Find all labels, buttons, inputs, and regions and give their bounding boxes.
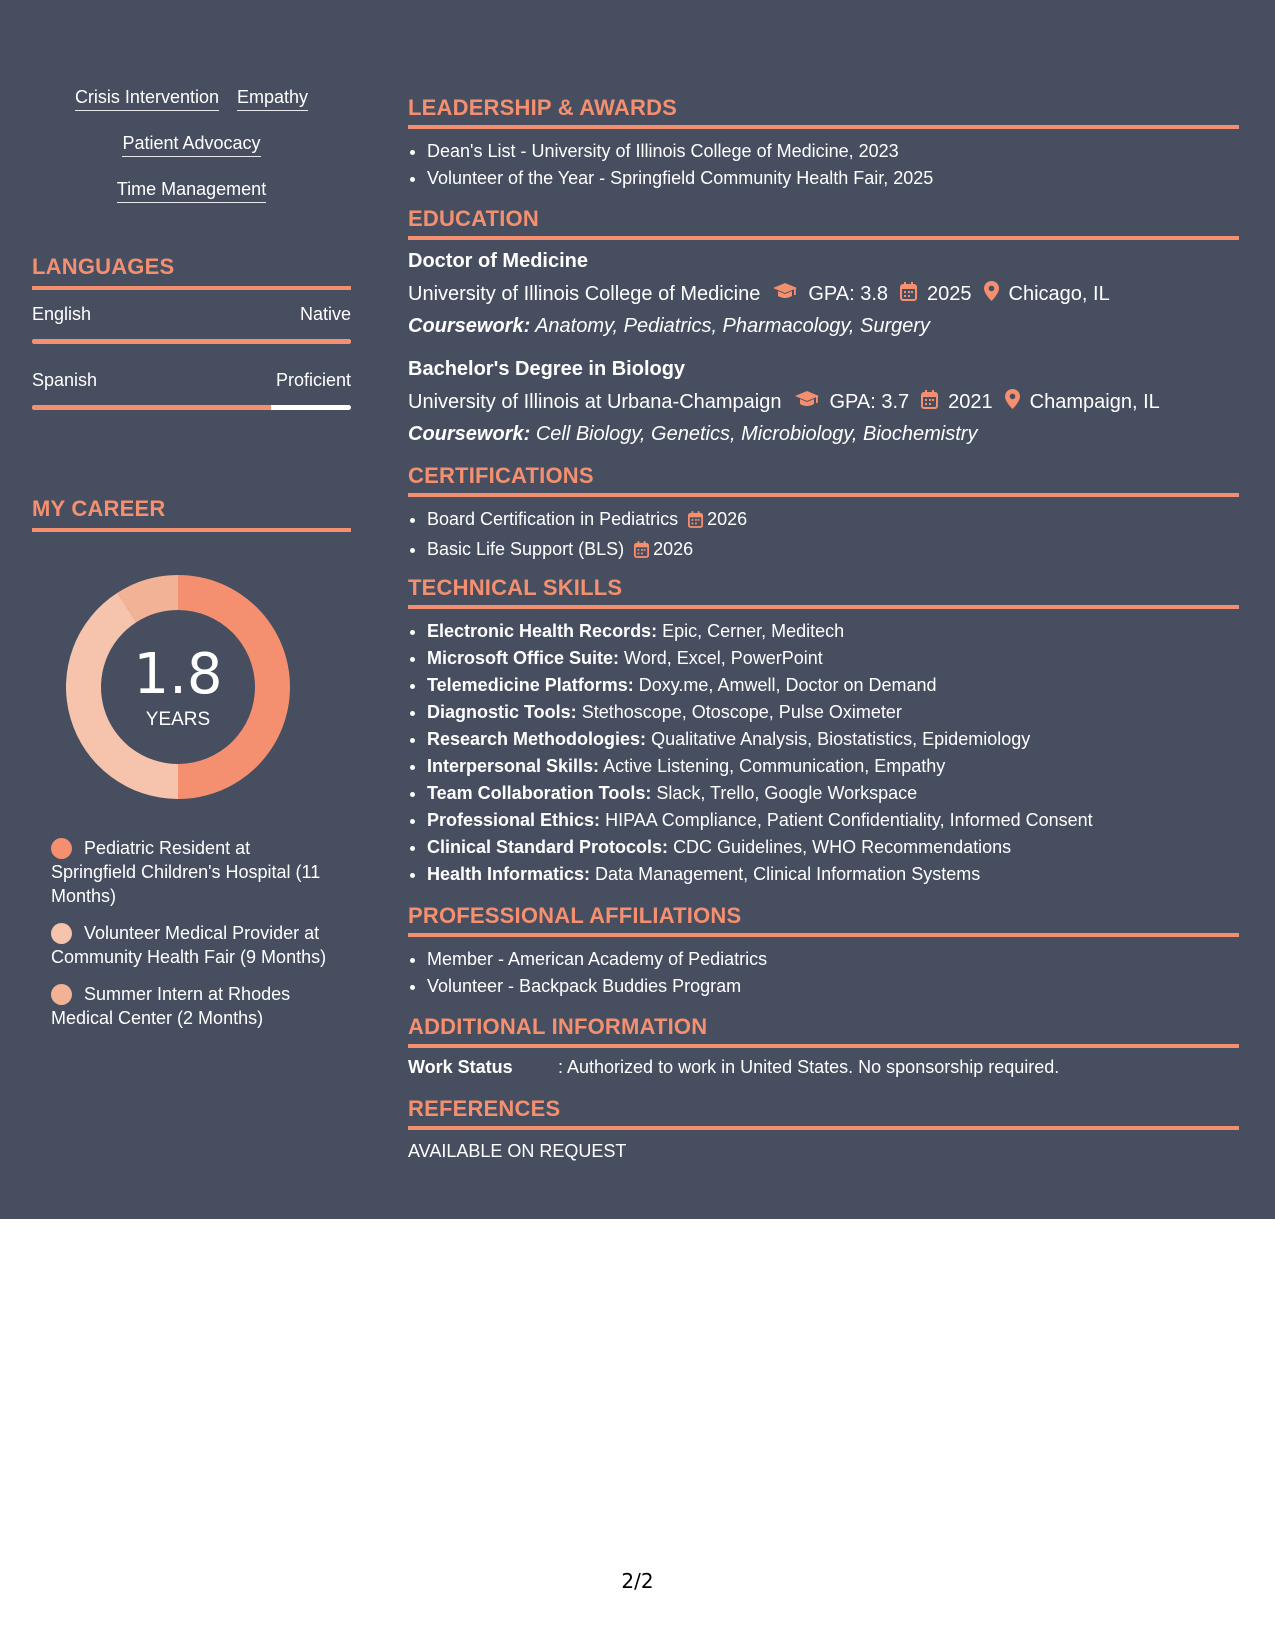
leadership-title: LEADERSHIP & AWARDS	[408, 95, 1239, 129]
leadership-section	[408, 95, 1239, 192]
references-text: AVAILABLE ON REQUEST	[408, 1141, 627, 1161]
list-item	[427, 618, 1239, 645]
skill-label: Interpersonal Skills:	[427, 756, 600, 776]
skill-tag: Empathy	[237, 86, 308, 111]
skill-value: Active Listening, Communication, Empathy	[603, 756, 946, 776]
list-item	[427, 506, 1239, 536]
graduation-cap-icon	[794, 390, 820, 414]
skill-label: Electronic Health Records:	[427, 621, 658, 641]
skill-tag: Time Management	[117, 178, 266, 203]
certification-name: Board Certification in Pediatrics	[427, 509, 679, 529]
affiliations-section	[408, 903, 1239, 1000]
school-location: Champaign, IL	[1029, 390, 1160, 413]
graduation-year: 2021	[948, 390, 993, 413]
language-bar-fill	[32, 405, 271, 410]
additional-info-section	[408, 1014, 1239, 1078]
language-level: Native	[299, 304, 351, 324]
list-item	[427, 861, 1239, 888]
calendar-icon	[688, 509, 703, 536]
career-item	[51, 836, 331, 908]
skill-row	[32, 132, 351, 157]
page-number: 2/2	[621, 1569, 654, 1593]
education-title: EDUCATION	[408, 206, 1239, 240]
language-name: English	[32, 304, 92, 324]
skill-value: Word, Excel, PowerPoint	[624, 648, 823, 668]
list-item	[427, 536, 1239, 566]
career-item-label: Volunteer Medical Provider at Community Health Fair (9 Months)	[51, 923, 327, 967]
skill-value: Slack, Trello, Google Workspace	[656, 783, 918, 803]
location-pin-icon	[1005, 389, 1020, 415]
career-total-unit: YEARS	[145, 709, 211, 730]
calendar-icon	[900, 282, 917, 307]
gpa: GPA: 3.7	[829, 390, 910, 413]
skill-tag: Patient Advocacy	[122, 132, 260, 157]
language-row	[32, 370, 351, 391]
language-bar	[32, 339, 351, 344]
school-location: Chicago, IL	[1008, 282, 1110, 305]
legend-dot-icon	[51, 838, 72, 859]
skill-value: Qualitative Analysis, Biostatistics, Epidemiology	[651, 729, 1031, 749]
skill-label: Diagnostic Tools:	[427, 702, 577, 722]
school-name: University of Illinois College of Medicine	[408, 282, 761, 305]
language-name: Spanish	[32, 370, 98, 390]
skill-label: Clinical Standard Protocols:	[427, 837, 669, 857]
certification-year: 2026	[707, 509, 748, 529]
skill-label: Research Methodologies:	[427, 729, 647, 749]
work-status-label: Work Status	[408, 1057, 513, 1077]
legend-dot-icon	[51, 984, 72, 1005]
list-item: • Volunteer of the Year - Springfield Community Health Fair, 2025	[427, 165, 1239, 192]
degree-title: Doctor of Medicine	[408, 250, 589, 272]
career-item	[51, 982, 331, 1030]
language-row	[32, 304, 351, 325]
list-item	[427, 699, 1239, 726]
languages-title: LANGUAGES	[32, 254, 351, 290]
skill-tag: Crisis Intervention	[75, 86, 219, 111]
career-donut-chart	[66, 575, 290, 799]
technical-skills-title: TECHNICAL SKILLS	[408, 575, 1239, 609]
list-item	[427, 753, 1239, 780]
skill-label: Team Collaboration Tools:	[427, 783, 652, 803]
location-pin-icon	[984, 281, 999, 307]
career-item-label: Summer Intern at Rhodes Medical Center (2 Months)	[51, 984, 291, 1028]
list-item	[427, 672, 1239, 699]
skill-value: Data Management, Clinical Information Systems	[595, 864, 981, 884]
technical-skills-section	[408, 575, 1239, 888]
coursework-label: Coursework:	[408, 315, 531, 337]
skill-label: Health Informatics:	[427, 864, 591, 884]
skill-row	[32, 86, 351, 111]
language-level: Proficient	[275, 370, 351, 390]
coursework: Cell Biology, Genetics, Microbiology, Biochemistry	[535, 423, 978, 445]
list-item	[427, 726, 1239, 753]
career-item	[51, 921, 331, 969]
skill-label: Microsoft Office Suite:	[427, 648, 620, 668]
career-section	[32, 496, 351, 532]
skill-value: Doxy.me, Amwell, Doctor on Demand	[638, 675, 937, 695]
legend-dot-icon	[51, 923, 72, 944]
language-bar-fill	[32, 339, 351, 344]
coursework-label: Coursework:	[408, 423, 531, 445]
education-entry	[408, 358, 1239, 446]
coursework: Anatomy, Pediatrics, Pharmacology, Surgery	[535, 315, 931, 337]
skill-label: Professional Ethics:	[427, 810, 601, 830]
skill-value: HIPAA Compliance, Patient Confidentiality, Informed Consent	[605, 810, 1093, 830]
list-item	[427, 807, 1239, 834]
education-section	[408, 206, 1239, 446]
list-item: • Dean's List - University of Illinois College of Medicine, 2023	[427, 138, 1239, 165]
graduation-cap-icon	[772, 282, 798, 306]
calendar-icon	[921, 390, 938, 415]
graduation-year: 2025	[927, 282, 972, 305]
list-item: • Member - American Academy of Pediatrics	[427, 946, 1239, 973]
additional-info-title: ADDITIONAL INFORMATION	[408, 1014, 1239, 1048]
gpa: GPA: 3.8	[808, 282, 889, 305]
skill-row	[32, 178, 351, 203]
school-name: University of Illinois at Urbana-Champaign	[408, 390, 782, 413]
references-title: REFERENCES	[408, 1096, 1239, 1130]
skill-value: Stethoscope, Otoscope, Pulse Oximeter	[581, 702, 902, 722]
career-total-value: 1.8	[133, 642, 223, 707]
degree-title: Bachelor's Degree in Biology	[408, 358, 686, 380]
certifications-section	[408, 463, 1239, 566]
list-item	[427, 645, 1239, 672]
calendar-icon	[634, 539, 649, 566]
skills-tags	[32, 86, 351, 224]
work-status-value: : Authorized to work in United States. No sponsorship required.	[558, 1057, 1060, 1077]
list-item	[427, 780, 1239, 807]
skill-label: Telemedicine Platforms:	[427, 675, 634, 695]
affiliations-title: PROFESSIONAL AFFILIATIONS	[408, 903, 1239, 937]
certifications-title: CERTIFICATIONS	[408, 463, 1239, 497]
skill-value: Epic, Cerner, Meditech	[662, 621, 845, 641]
career-legend	[51, 836, 331, 1043]
education-entry	[408, 250, 1239, 338]
skill-value: CDC Guidelines, WHO Recommendations	[673, 837, 1012, 857]
language-bar	[32, 405, 351, 410]
career-title: MY CAREER	[32, 496, 351, 532]
career-item-label: Pediatric Resident at Springfield Children's Hospital (11 Months)	[51, 838, 321, 906]
references-section	[408, 1096, 1239, 1162]
list-item: • Volunteer - Backpack Buddies Program	[427, 973, 1239, 1000]
certification-name: Basic Life Support (BLS)	[427, 539, 625, 559]
certification-year: 2026	[653, 539, 694, 559]
list-item	[427, 834, 1239, 861]
languages-section	[32, 254, 351, 410]
